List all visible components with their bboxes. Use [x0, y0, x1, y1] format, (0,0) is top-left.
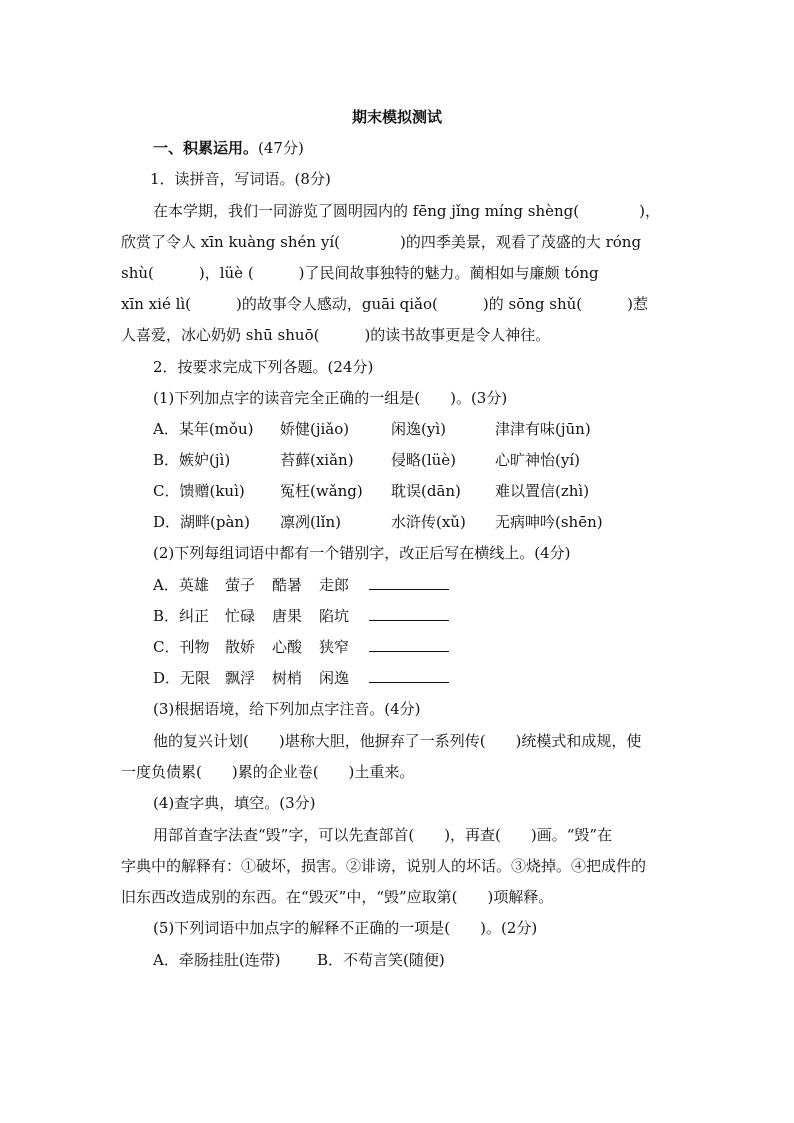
q2-4-line: 用部首查字法查“毁”字，可以先查部首( )，再查( )画。“毁”在: [153, 826, 613, 844]
option-cell: 难以置信(zhì): [495, 482, 590, 500]
option-cell: 侵略(lüè): [391, 451, 457, 469]
q2-1-option-row: [153, 419, 591, 439]
word-cell: 飘浮: [225, 669, 256, 687]
answer-blank[interactable]: [369, 575, 449, 590]
q2-1-heading: (1)下列加点字的读音完全正确的一组是( )。(3分): [153, 389, 508, 407]
word-cell: 走郎: [319, 576, 350, 594]
option-cell: 津津有味(jūn): [495, 420, 591, 438]
q2-heading: 2．按要求完成下列各题。(24分): [153, 358, 374, 376]
word-cell: 忙碌: [225, 607, 256, 625]
option-cell: 苔藓(xiǎn): [280, 451, 354, 469]
q2-4-heading: (4)查字典，填空。(3分): [153, 794, 316, 812]
q2-1-option-row: [153, 450, 580, 470]
q2-4-line: 旧东西改造成别的东西。在“毁灭”中，“毁”应取第( )项解释。: [121, 888, 554, 906]
answer-blank[interactable]: [369, 668, 449, 683]
section-heading-text: 一、积累运用。: [153, 139, 259, 157]
word-cell: D．无限: [153, 669, 211, 687]
word-cell: 萤子: [225, 576, 256, 594]
q2-3-line: 他的复兴计划( )堪称大胆，他摒弃了一系列传( )统模式和成规，使: [153, 732, 642, 750]
q1-line: xīn xié lì( )的故事令人感动，guāi qiǎo( )的 sōng shǔ( )惹: [121, 295, 648, 313]
q2-2-heading: (2)下列每组词语中都有一个错别字，改正后写在横线上。(4分): [153, 544, 571, 562]
word-cell: B．纠正: [153, 607, 210, 625]
option-cell: 冤枉(wǎng): [280, 482, 363, 500]
option-cell: 心旷神怡(yí): [495, 451, 580, 469]
page-title: 期末模拟测试: [351, 108, 442, 126]
option-cell: C．馈赠(kuì): [153, 482, 245, 500]
q2-2-option-row: [153, 637, 449, 657]
q2-2-option-row: [153, 668, 449, 688]
word-cell: A．英雄: [153, 576, 209, 594]
option-cell: 无病呻吟(shēn): [495, 513, 603, 531]
word-cell: 树梢: [272, 669, 303, 687]
q1-line: shù( )，lüè ( )了民间故事独特的魅力。蔺相如与廉颇 tóng: [121, 264, 599, 282]
section-heading: [153, 138, 304, 158]
option-cell: D．湖畔(pàn): [153, 513, 250, 531]
answer-blank[interactable]: [369, 606, 449, 621]
word-cell: 狭窄: [319, 638, 350, 656]
q1-line: 在本学期，我们一同游览了圆明园内的 fēng jǐng míng shèng( )，: [153, 202, 660, 220]
option-cell: 凛冽(lǐn): [280, 513, 341, 531]
word-cell: 心酸: [272, 638, 303, 656]
q2-5-option-row: [153, 950, 445, 970]
q2-2-option-row: [153, 606, 449, 626]
word-cell: 陷坑: [319, 607, 350, 625]
q1-line: 人喜爱，冰心奶奶 shū shuō( )的读书故事更是令人神往。: [121, 326, 551, 344]
option-cell: 水浒传(xǔ): [391, 513, 466, 531]
q2-3-line: 一度负债累( )累的企业卷( )土重来。: [121, 763, 415, 781]
section-score: (47分): [258, 139, 304, 157]
word-cell: 酷暑: [272, 576, 303, 594]
option-cell: 娇健(jiǎo): [280, 420, 350, 438]
word-cell: 散娇: [225, 638, 256, 656]
option-cell: B．嫉妒(jì): [153, 451, 231, 469]
q2-2-option-row: [153, 575, 449, 595]
option-cell: A．某年(mǒu): [153, 420, 254, 438]
q1-heading: 1．读拼音，写词语。(8分): [150, 170, 331, 188]
option-cell: 耽误(dān): [391, 482, 461, 500]
word-cell: 闲逸: [319, 669, 350, 687]
q2-4-line: 字典中的解释有：①破坏，损害。②诽谤，说别人的坏话。③烧掉。④把成件的: [121, 857, 647, 875]
q1-line: 欣赏了令人 xīn kuàng shén yí( )的四季美景，观看了茂盛的大 róng: [121, 233, 642, 251]
option-cell: A．牵肠挂肚(连带): [153, 951, 281, 969]
word-cell: C．刊物: [153, 638, 210, 656]
answer-blank[interactable]: [369, 637, 449, 652]
option-cell: 闲逸(yì): [391, 420, 446, 438]
q2-5-heading: (5)下列词语中加点字的解释不正确的一项是( )。(2分): [153, 919, 538, 937]
q2-3-heading: (3)根据语境，给下列加点字注音。(4分): [153, 700, 421, 718]
q2-1-option-row: [153, 481, 589, 501]
option-cell: B．不苟言笑(随便): [317, 951, 445, 969]
word-cell: 唐果: [272, 607, 303, 625]
q2-1-option-row: [153, 512, 603, 532]
